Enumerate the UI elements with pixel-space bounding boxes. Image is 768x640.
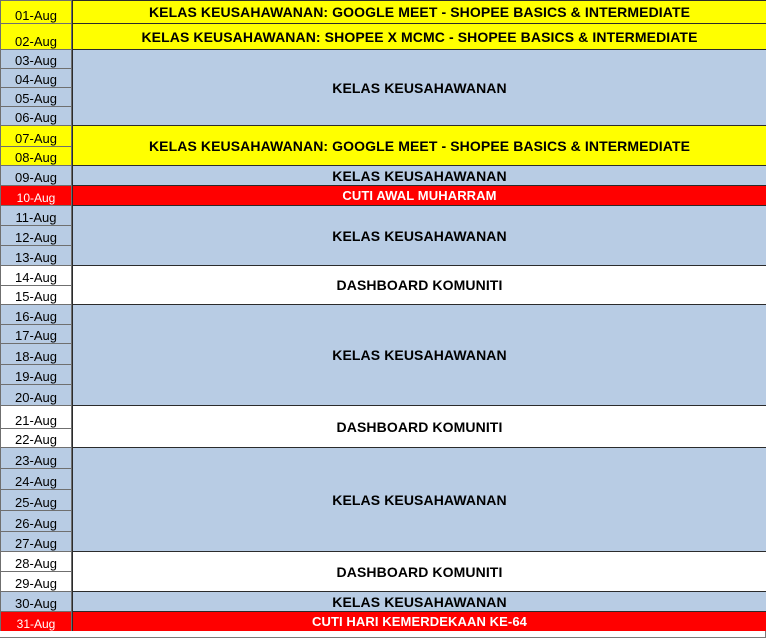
date-cell[interactable]: 07-Aug (0, 125, 72, 146)
date-cell[interactable]: 02-Aug (0, 23, 72, 49)
activity-cell[interactable]: KELAS KEUSAHAWANAN: GOOGLE MEET - SHOPEE BASICS & INTERMEDIATE (72, 0, 766, 23)
date-cell[interactable]: 23-Aug (0, 447, 72, 468)
date-cell[interactable]: 24-Aug (0, 468, 72, 489)
activity-cell[interactable]: CUTI HARI KEMERDEKAAN KE-64 (72, 611, 766, 631)
activity-cell[interactable]: KELAS KEUSAHAWANAN (72, 304, 766, 405)
date-cell[interactable]: 10-Aug (0, 185, 72, 205)
date-cell[interactable]: 25-Aug (0, 489, 72, 510)
date-cell[interactable]: 19-Aug (0, 364, 72, 384)
date-cell[interactable]: 04-Aug (0, 68, 72, 87)
date-cell[interactable]: 28-Aug (0, 551, 72, 571)
date-cell[interactable]: 22-Aug (0, 428, 72, 447)
date-cell[interactable]: 29-Aug (0, 571, 72, 591)
date-cell[interactable]: 03-Aug (0, 49, 72, 68)
date-cell[interactable]: 21-Aug (0, 405, 72, 428)
activity-cell[interactable]: KELAS KEUSAHAWANAN (72, 591, 766, 611)
activity-cell[interactable]: KELAS KEUSAHAWANAN: SHOPEE X MCMC - SHOPEE BASICS & INTERMEDIATE (72, 23, 766, 49)
date-cell[interactable]: 06-Aug (0, 106, 72, 125)
activity-cell[interactable]: DASHBOARD KOMUNITI (72, 265, 766, 304)
activity-cell[interactable]: KELAS KEUSAHAWANAN (72, 205, 766, 265)
date-cell[interactable]: 15-Aug (0, 285, 72, 304)
date-cell[interactable]: 12-Aug (0, 225, 72, 245)
date-cell[interactable]: 16-Aug (0, 304, 72, 324)
date-cell[interactable]: 13-Aug (0, 245, 72, 265)
activity-cell[interactable]: DASHBOARD KOMUNITI (72, 551, 766, 591)
date-cell[interactable]: 31-Aug (0, 611, 72, 631)
date-cell[interactable]: 17-Aug (0, 324, 72, 343)
activity-cell[interactable]: DASHBOARD KOMUNITI (72, 405, 766, 447)
activity-cell[interactable]: KELAS KEUSAHAWANAN (72, 447, 766, 551)
date-cell[interactable]: 26-Aug (0, 510, 72, 531)
date-cell[interactable]: 14-Aug (0, 265, 72, 285)
date-cell[interactable]: 18-Aug (0, 343, 72, 364)
activity-cell[interactable]: KELAS KEUSAHAWANAN: GOOGLE MEET - SHOPEE BASICS & INTERMEDIATE (72, 125, 766, 165)
activity-cell[interactable]: CUTI AWAL MUHARRAM (72, 185, 766, 205)
activity-cell[interactable]: KELAS KEUSAHAWANAN (72, 49, 766, 125)
date-cell[interactable]: 01-Aug (0, 0, 72, 23)
date-cell[interactable]: 30-Aug (0, 591, 72, 611)
date-cell[interactable]: 11-Aug (0, 205, 72, 225)
date-cell[interactable]: 20-Aug (0, 384, 72, 405)
date-cell[interactable]: 05-Aug (0, 87, 72, 106)
date-cell[interactable]: 08-Aug (0, 146, 72, 165)
date-cell[interactable]: 09-Aug (0, 165, 72, 185)
activity-cell[interactable]: KELAS KEUSAHAWANAN (72, 165, 766, 185)
date-cell[interactable]: 27-Aug (0, 531, 72, 551)
